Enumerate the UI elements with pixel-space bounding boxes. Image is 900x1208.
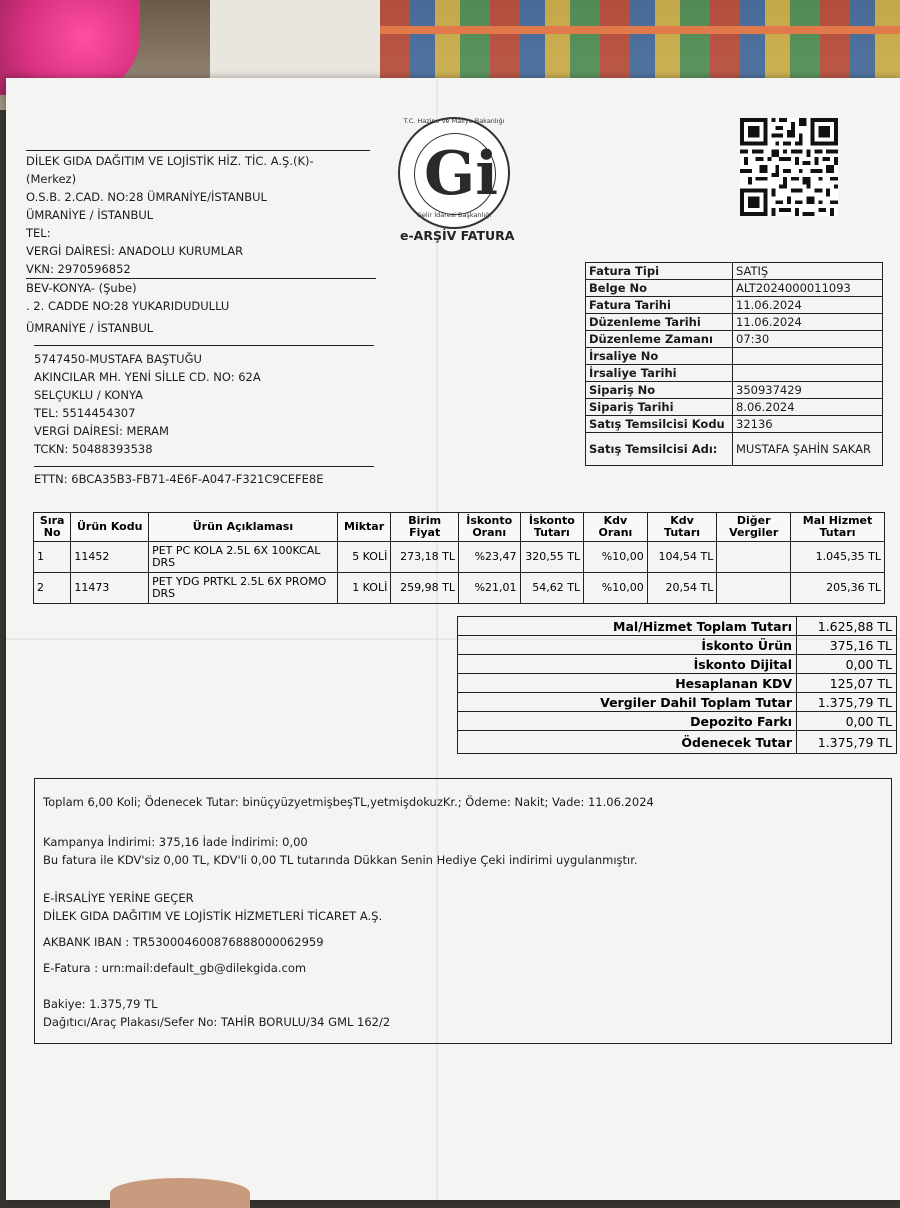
- meta-row: [586, 416, 883, 433]
- meta-value: 350937429: [733, 382, 883, 399]
- notes-box: [34, 778, 892, 1044]
- meta-row: [586, 314, 883, 331]
- cell-line-total: 1.045,35 TL: [791, 542, 885, 573]
- payable-label: Ödenecek Tutar: [458, 731, 797, 754]
- cell-discount-amount: 320,55 TL: [520, 542, 584, 573]
- meta-value: ALT2024000011093: [733, 280, 883, 297]
- seller-top-rule: [26, 150, 370, 151]
- cell-vat-rate: %10,00: [584, 542, 648, 573]
- meta-value: SATIŞ: [733, 263, 883, 280]
- total-label: Vergiler Dahil Toplam Tutar: [458, 693, 797, 712]
- col-header: Ürün Açıklaması: [149, 513, 338, 542]
- meta-key: Satış Temsilcisi Adı:: [586, 433, 733, 466]
- buyer-tckn: TCKN: 50488393538: [34, 442, 153, 456]
- cell-unit-price: 259,98 TL: [391, 573, 459, 604]
- totals-table: [457, 616, 897, 754]
- total-label: Mal/Hizmet Toplam Tutarı: [458, 617, 797, 636]
- payable-value: 1.375,79 TL: [797, 731, 897, 754]
- seal-mark: Gi: [424, 139, 499, 209]
- total-label: İskonto Dijital: [458, 655, 797, 674]
- total-value: 0,00 TL: [797, 655, 897, 674]
- meta-row: [586, 348, 883, 365]
- col-header: İskonto Tutarı: [520, 513, 584, 542]
- cell-vat-rate: %10,00: [584, 573, 648, 604]
- total-label: Depozito Farkı: [458, 712, 797, 731]
- table-row: [34, 542, 885, 573]
- seller-city: ÜMRANİYE / İSTANBUL: [26, 208, 154, 222]
- buyer-block: [34, 350, 384, 458]
- total-value: 1.375,79 TL: [797, 693, 897, 712]
- shelf-edge: [380, 26, 900, 34]
- totals-row: [458, 731, 897, 754]
- col-header: Birim Fiyat: [391, 513, 459, 542]
- totals-row: [458, 674, 897, 693]
- totals-row: [458, 655, 897, 674]
- seller-address: O.S.B. 2.CAD. NO:28 ÜMRANİYE/İSTANBUL: [26, 190, 267, 204]
- cell-quantity: 1 KOLİ: [337, 573, 391, 604]
- meta-value: 11.06.2024: [733, 314, 883, 331]
- cell-product-code: 11473: [71, 573, 149, 604]
- seller-tax-office: VERGİ DAİRESİ: ANADOLU KURUMLAR: [26, 244, 244, 258]
- totals-row: [458, 712, 897, 731]
- meta-value: [733, 348, 883, 365]
- total-label: İskonto Ürün: [458, 636, 797, 655]
- seller-branch-city: ÜMRANİYE / İSTANBUL: [26, 321, 154, 335]
- note-balance: Bakiye: 1.375,79 TL: [43, 997, 158, 1011]
- holding-hand: [110, 1178, 250, 1208]
- buyer-city: SELÇUKLU / KONYA: [34, 388, 143, 402]
- meta-key: Düzenleme Zamanı: [586, 331, 733, 348]
- seal-top-text: T.C. Hazine ve Maliye Bakanlığı: [403, 117, 505, 125]
- meta-key: Fatura Tipi: [586, 263, 733, 280]
- meta-value: 32136: [733, 416, 883, 433]
- cell-vat-amount: 104,54 TL: [647, 542, 717, 573]
- buyer-address: AKINCILAR MH. YENİ SİLLE CD. NO: 62A: [34, 370, 261, 384]
- meta-value: [733, 365, 883, 382]
- meta-row: [586, 331, 883, 348]
- total-value: 1.625,88 TL: [797, 617, 897, 636]
- invoice-meta-table: [585, 262, 883, 466]
- meta-value: MUSTAFA ŞAHİN SAKAR: [733, 433, 883, 466]
- seller-name: DİLEK GIDA DAĞITIM VE LOJİSTİK HİZ. TİC. A.Ş.(K)-: [26, 154, 314, 168]
- totals-row: [458, 617, 897, 636]
- line-items-table: [33, 512, 885, 604]
- col-header: Ürün Kodu: [71, 513, 149, 542]
- cell-line-total: 205,36 TL: [791, 573, 885, 604]
- totals-row: [458, 693, 897, 712]
- buyer-name: 5747450-MUSTAFA BAŞTUĞU: [34, 352, 202, 366]
- cell-discount-rate: %21,01: [458, 573, 520, 604]
- cell-quantity: 5 KOLİ: [337, 542, 391, 573]
- col-header: Miktar: [337, 513, 391, 542]
- note-iban: AKBANK IBAN : TR530004600876888000062959: [43, 935, 324, 949]
- items-header-row: [34, 513, 885, 542]
- meta-value: 11.06.2024: [733, 297, 883, 314]
- meta-row: [586, 399, 883, 416]
- note-gift-voucher: Bu fatura ile KDV'siz 0,00 TL, KDV'li 0,00 TL tutarında Dükkan Senin Hediye Çeki indirimi uygulanmıştır.: [43, 853, 638, 867]
- seller-branch-type: (Merkez): [26, 172, 77, 186]
- buyer-tax-office: VERGİ DAİRESİ: MERAM: [34, 424, 169, 438]
- note-e-invoice-address: E-Fatura : urn:mail:default_gb@dilekgida.com: [43, 961, 307, 975]
- total-label: Hesaplanan KDV: [458, 674, 797, 693]
- cell-other-taxes: [717, 573, 791, 604]
- ettn-number: ETTN: 6BCA35B3-FB71-4E6F-A047-F321C9CEFE8E: [34, 472, 324, 486]
- meta-row: [586, 365, 883, 382]
- buyer-phone: TEL: 5514454307: [34, 406, 136, 420]
- meta-row: [586, 263, 883, 280]
- col-header: Kdv Oranı: [584, 513, 648, 542]
- meta-key: Düzenleme Tarihi: [586, 314, 733, 331]
- cell-other-taxes: [717, 542, 791, 573]
- total-value: 0,00 TL: [797, 712, 897, 731]
- shelf-products: [380, 0, 900, 85]
- meta-key: İrsaliye No: [586, 348, 733, 365]
- total-value: 375,16 TL: [797, 636, 897, 655]
- meta-key: İrsaliye Tarihi: [586, 365, 733, 382]
- qr-code: [740, 118, 838, 216]
- meta-row: [586, 280, 883, 297]
- meta-key: Sipariş Tarihi: [586, 399, 733, 416]
- note-summary: Toplam 6,00 Koli; Ödenecek Tutar: binüçyüzyetmişbeşTL,yetmişdokuzKr.; Ödeme: Nakit; Vade: 11.06.2024: [43, 795, 654, 809]
- note-e-waybill: E-İRSALİYE YERİNE GEÇER: [43, 891, 194, 905]
- cell-row-no: 1: [34, 542, 71, 573]
- seller-phone: TEL:: [26, 226, 51, 240]
- meta-row: [586, 433, 883, 466]
- seller-vkn: VKN: 2970596852: [26, 262, 131, 276]
- total-value: 125,07 TL: [797, 674, 897, 693]
- seller-branch-address: . 2. CADDE NO:28 YUKARIDUDULLU: [26, 299, 230, 313]
- meta-row: [586, 382, 883, 399]
- col-header: Diğer Vergiler: [717, 513, 791, 542]
- seller-branch-name: BEV-KONYA- (Şube): [26, 278, 376, 297]
- cell-row-no: 2: [34, 573, 71, 604]
- seal-bottom-text: Gelir İdaresi Başkanlığı: [416, 211, 492, 219]
- cell-discount-rate: %23,47: [458, 542, 520, 573]
- note-campaign-discount: Kampanya İndirimi: 375,16 İade İndirimi: 0,00: [43, 835, 308, 849]
- cell-unit-price: 273,18 TL: [391, 542, 459, 573]
- totals-row: [458, 636, 897, 655]
- col-header: Mal Hizmet Tutarı: [791, 513, 885, 542]
- table-row: [34, 573, 885, 604]
- note-distributor: Dağıtıcı/Araç Plakası/Sefer No: TAHİR BORULU/34 GML 162/2: [43, 1015, 391, 1029]
- meta-value: 07:30: [733, 331, 883, 348]
- gib-seal-logo: [398, 117, 510, 229]
- meta-row: [586, 297, 883, 314]
- meta-value: 8.06.2024: [733, 399, 883, 416]
- col-header: İskonto Oranı: [458, 513, 520, 542]
- cell-description: PET PC KOLA 2.5L 6X 100KCAL DRS: [149, 542, 338, 573]
- col-header: Sıra No: [34, 513, 71, 542]
- meta-key: Satış Temsilcisi Kodu: [586, 416, 733, 433]
- cell-product-code: 11452: [71, 542, 149, 573]
- meta-key: Sipariş No: [586, 382, 733, 399]
- meta-key: Fatura Tarihi: [586, 297, 733, 314]
- cell-description: PET YDG PRTKL 2.5L 6X PROMO DRS: [149, 573, 338, 604]
- cell-discount-amount: 54,62 TL: [520, 573, 584, 604]
- document-type-title: e-ARŞİV FATURA: [400, 228, 515, 243]
- note-company-name: DİLEK GIDA DAĞITIM VE LOJİSTİK HİZMETLERİ TİCARET A.Ş.: [43, 909, 383, 923]
- buyer-bottom-rule: [34, 466, 374, 467]
- meta-key: Belge No: [586, 280, 733, 297]
- qr-code-graphic: [740, 118, 838, 216]
- seller-block: [26, 152, 376, 337]
- cell-vat-amount: 20,54 TL: [647, 573, 717, 604]
- seller-bottom-rule: [34, 345, 374, 346]
- col-header: Kdv Tutarı: [647, 513, 717, 542]
